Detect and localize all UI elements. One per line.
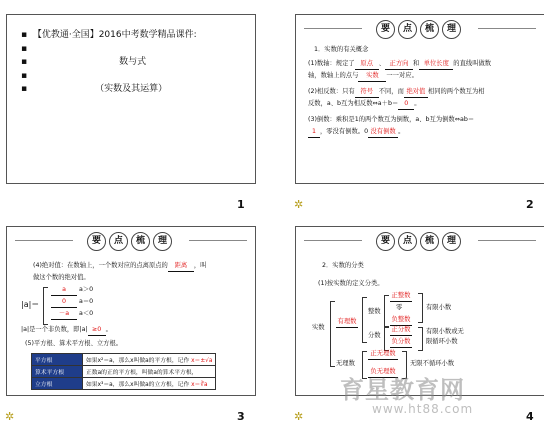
paragraph-reciprocal: (3)倒数：乘积是1的两个数互为倒数，a、b互为倒数⇔ab＝ bbox=[308, 116, 475, 123]
banner-char: 理 bbox=[442, 232, 461, 251]
paragraph-opposite-2: 反数，a、b互为相反数⇔a＋b＝ 0 。 bbox=[308, 99, 421, 110]
banner-char: 理 bbox=[442, 20, 461, 39]
paragraph-number-line-2: 轴，数轴上的点与 实数 一一对应。 bbox=[308, 71, 418, 82]
tree-finite: 有限小数 bbox=[426, 304, 452, 311]
banner-char: 理 bbox=[153, 232, 172, 251]
section-heading: 2．实数的分类 bbox=[322, 262, 364, 269]
banner-char: 梳 bbox=[131, 232, 150, 251]
bullet-item: ▪ 【优教通·全国】2016中考数学精品课件: bbox=[21, 30, 197, 40]
abs-case-1: a a＞0 bbox=[51, 285, 93, 296]
table-cell: 立方根 bbox=[32, 378, 83, 390]
banner-char: 梳 bbox=[420, 20, 439, 39]
paragraph-abs: (4)绝对值：在数轴上，一个数对应的点离原点的 距离 ，叫 bbox=[33, 261, 206, 272]
slide-2[interactable] bbox=[295, 14, 544, 184]
tree-neg-irr: 负无理数 bbox=[368, 367, 398, 378]
table-cell: 正数a的正的平方根，叫做a的算术平方根， bbox=[83, 366, 216, 378]
banner-char: 点 bbox=[109, 232, 128, 251]
table-row bbox=[32, 378, 216, 390]
topic-subtitle: （实数及其运算） bbox=[95, 84, 168, 94]
paragraph-reciprocal-2: 1 ，零没有倒数。0 没有倒数 。 bbox=[308, 127, 404, 138]
banner-char: 要 bbox=[376, 232, 395, 251]
tree-pos-irr: 正无理数 bbox=[368, 349, 398, 360]
star-icon: ✲ bbox=[5, 410, 15, 423]
watermark-url: www.ht88.com bbox=[372, 402, 474, 416]
section-heading: 1．实数的有关概念 bbox=[314, 46, 369, 53]
tree-repeat-1: 有限小数或无 bbox=[426, 328, 464, 335]
table-cell: 如果x²＝a，那么x叫做a的平方根，记作 x＝±√a bbox=[83, 354, 216, 366]
banner-char: 梳 bbox=[420, 232, 439, 251]
tree-pos-int: 正整数 bbox=[390, 291, 412, 302]
table-cell: 如果x³＝a，那么x叫做a的立方根，记作 x＝∛a bbox=[83, 378, 216, 390]
tree-fraction: 分数 bbox=[368, 332, 381, 339]
brace bbox=[43, 287, 48, 325]
table-row bbox=[32, 366, 216, 378]
roots-table bbox=[31, 353, 216, 390]
bullet-item: ▪ bbox=[21, 70, 28, 81]
brace bbox=[362, 297, 367, 343]
paragraph-abs-2: 做这个数的绝对值。 bbox=[33, 274, 90, 281]
tree-root: 实数 bbox=[312, 324, 325, 331]
brace bbox=[384, 295, 389, 327]
table-cell: 算术平方根 bbox=[32, 366, 83, 378]
table-row bbox=[32, 354, 216, 366]
topic-title: 数与式 bbox=[119, 57, 147, 67]
paragraph-number-line: (1)数轴：规定了 原点 、 正方向 和 单位长度 的直线叫做数 bbox=[308, 59, 491, 70]
course-title: 【优教通·全国】2016中考数学精品课件: bbox=[32, 30, 197, 40]
slide-3[interactable] bbox=[6, 226, 256, 396]
tree-integer: 整数 bbox=[368, 308, 381, 315]
page-number: 2 bbox=[526, 198, 534, 211]
tree-neg-int: 负整数 bbox=[390, 315, 412, 326]
brace bbox=[330, 301, 335, 367]
section-banner bbox=[296, 19, 544, 39]
page-number: 3 bbox=[237, 410, 245, 423]
tree-irrational: 无理数 bbox=[336, 360, 355, 367]
section-banner bbox=[7, 231, 255, 251]
abs-symbol: |a|＝ bbox=[21, 300, 40, 309]
bullet-item: ▪ 数与式 bbox=[21, 57, 147, 67]
star-icon: ✲ bbox=[294, 410, 304, 423]
abs-note: |a|是一个非负数，即|a| ≥0 。 bbox=[21, 325, 112, 336]
tree-non-repeat: 无限不循环小数 bbox=[410, 360, 455, 367]
paragraph-roots: (5)平方根、算术平方根、立方根。 bbox=[25, 340, 123, 347]
page-number: 1 bbox=[237, 198, 245, 211]
tree-rational: 有理数 bbox=[336, 317, 358, 328]
banner-char: 点 bbox=[398, 20, 417, 39]
tree-zero: 零 bbox=[396, 304, 403, 311]
bullet-item: ▪ bbox=[21, 43, 28, 54]
table-cell: 平方根 bbox=[32, 354, 83, 366]
abs-case-2: 0 a＝0 bbox=[51, 297, 93, 308]
section-banner bbox=[296, 231, 544, 251]
brace bbox=[384, 327, 389, 351]
tree-pos-frac: 正分数 bbox=[390, 325, 412, 336]
banner-char: 点 bbox=[398, 232, 417, 251]
tree-neg-frac: 负分数 bbox=[390, 337, 412, 348]
bullet-item: ▪ （实数及其运算） bbox=[21, 84, 168, 94]
banner-char: 要 bbox=[376, 20, 395, 39]
slide-1[interactable] bbox=[6, 14, 256, 184]
watermark-title: 育星教育网 bbox=[340, 376, 465, 404]
paragraph-classify: (1)按实数的定义分类。 bbox=[318, 280, 384, 287]
brace bbox=[418, 327, 423, 351]
banner-char: 要 bbox=[87, 232, 106, 251]
bullet-list bbox=[21, 29, 197, 97]
page-number: 4 bbox=[526, 410, 534, 423]
paragraph-opposite: (2)相反数：只有 符号 不同，而 绝对值 相同的两个数互为相 bbox=[308, 87, 485, 98]
tree-repeat-2: 限循环小数 bbox=[426, 338, 458, 345]
star-icon: ✲ bbox=[294, 198, 304, 211]
brace bbox=[418, 293, 423, 323]
abs-case-3: －a a＜0 bbox=[51, 309, 93, 320]
